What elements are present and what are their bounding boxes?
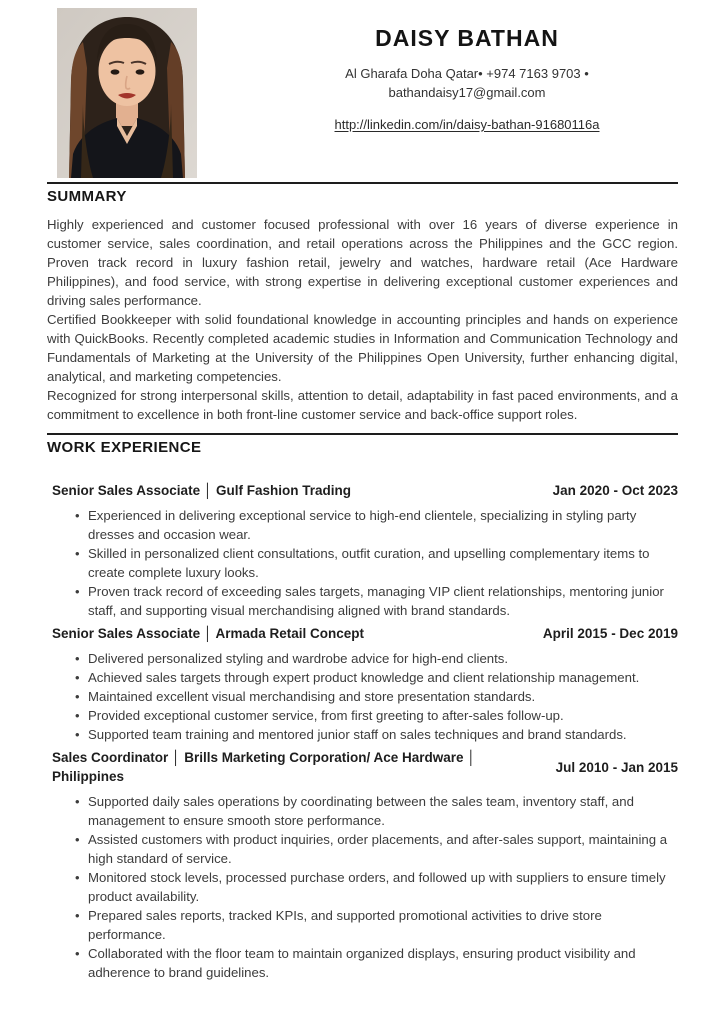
profile-photo xyxy=(57,8,197,178)
portrait-photo-graphic xyxy=(57,8,197,178)
job-entry xyxy=(47,748,678,982)
job-bullet: • Achieved sales targets through expert product knowledge and client relationship management. xyxy=(75,668,678,687)
job-header xyxy=(47,624,678,643)
job-bullet: • Experienced in delivering exceptional service to high-end clientele, specializing in styling party dresses and occasion wear. xyxy=(75,506,678,544)
job-list xyxy=(47,481,678,982)
job-bullet: • Supported daily sales operations by coordinating between the sales team, inventory staff, and management to ensure smooth store performance. xyxy=(75,792,678,830)
job-bullet: • Skilled in personalized client consultations, outfit curation, and upselling complementary items to create complete luxury looks. xyxy=(75,544,678,582)
job-title: Senior Sales Associate │ Gulf Fashion Trading xyxy=(52,483,352,498)
job-bullet: • Proven track record of exceeding sales targets, managing VIP client relationships, mentoring junior staff, and supporting visual merchandising aligned with brand standards. xyxy=(75,582,678,620)
job-bullet: • Collaborated with the floor team to maintain organized displays, ensuring product visibility and adherence to brand guidelines. xyxy=(75,944,678,982)
summary-paragraphs xyxy=(47,215,678,424)
job-header xyxy=(47,481,678,500)
job-bullets xyxy=(47,649,678,744)
job-header xyxy=(47,748,678,786)
job-bullet: • Monitored stock levels, processed purchase orders, and followed up with suppliers to ensure timely product availability. xyxy=(75,868,678,906)
contact-address-phone: Al Gharafa Doha Qatar• +974 7163 9703 • xyxy=(345,66,589,81)
header-contact-block xyxy=(197,8,678,134)
summary-heading: SUMMARY xyxy=(47,188,127,205)
job-title: Senior Sales Associate │ Armada Retail Concept xyxy=(52,626,365,641)
work-experience-heading: WORK EXPERIENCE xyxy=(47,439,202,456)
job-dates: Jan 2020 - Oct 2023 xyxy=(552,483,678,498)
job-dates: April 2015 - Dec 2019 xyxy=(542,626,678,641)
summary-paragraph: Highly experienced and customer focused professional with over 16 years of diverse experience in customer service, sales coordination, and retail operations across the Philippines and the GCC region. Proven track record in luxury fashion retail, jewelry and watches, hardware retail (Ace Hardware Philippines), and food service, with strong expertise in delivering exceptional customer experiences and driving sales performance. xyxy=(47,217,678,308)
job-dates: Jul 2010 - Jan 2015 xyxy=(555,759,678,775)
job-bullets xyxy=(47,792,678,982)
job-bullet: • Supported team training and mentored junior staff on sales techniques and brand standards. xyxy=(75,725,678,744)
work-experience-section xyxy=(47,439,678,982)
job-bullet: • Maintained excellent visual merchandising and store presentation standards. xyxy=(75,687,678,706)
header-divider xyxy=(47,182,678,184)
summary-paragraph: Certified Bookkeeper with solid foundational knowledge in accounting principles and hands on experience with QuickBooks. Recently completed academic studies in Information and Communication Technology and Fundamentals of Marketing at the University of the Philippines Open University, further enhancing digital, analytical, and marketing competencies. xyxy=(47,312,678,384)
contact-email: bathandaisy17@gmail.com xyxy=(388,85,546,100)
job-entry xyxy=(47,624,678,744)
job-bullet: • Prepared sales reports, tracked KPIs, and supported promotional activities to drive store performance. xyxy=(75,906,678,944)
job-bullet: • Assisted customers with product inquiries, order placements, and after-sales support, maintaining a high standard of service. xyxy=(75,830,678,868)
candidate-name: DAISY BATHAN xyxy=(375,25,559,51)
summary-paragraph: Recognized for strong interpersonal skills, attention to detail, adaptability in fast paced environments, and a commitment to excellence in both front-line customer service and back-office support roles. xyxy=(47,388,678,422)
job-bullet: • Provided exceptional customer service, from first greeting to after-sales follow-up. xyxy=(75,706,678,725)
job-title: Sales Coordinator │ Brills Marketing Corporation/ Ace Hardware │ Philippines xyxy=(52,750,476,784)
linkedin-link[interactable]: http://linkedin.com/in/daisy-bathan-91680116a xyxy=(334,117,600,132)
resume-header xyxy=(47,8,678,178)
job-bullets xyxy=(47,506,678,620)
job-bullet: • Delivered personalized styling and wardrobe advice for high-end clients. xyxy=(75,649,678,668)
summary-section xyxy=(47,188,678,424)
summary-divider xyxy=(47,433,678,435)
contact-info xyxy=(256,64,678,102)
job-entry xyxy=(47,481,678,620)
